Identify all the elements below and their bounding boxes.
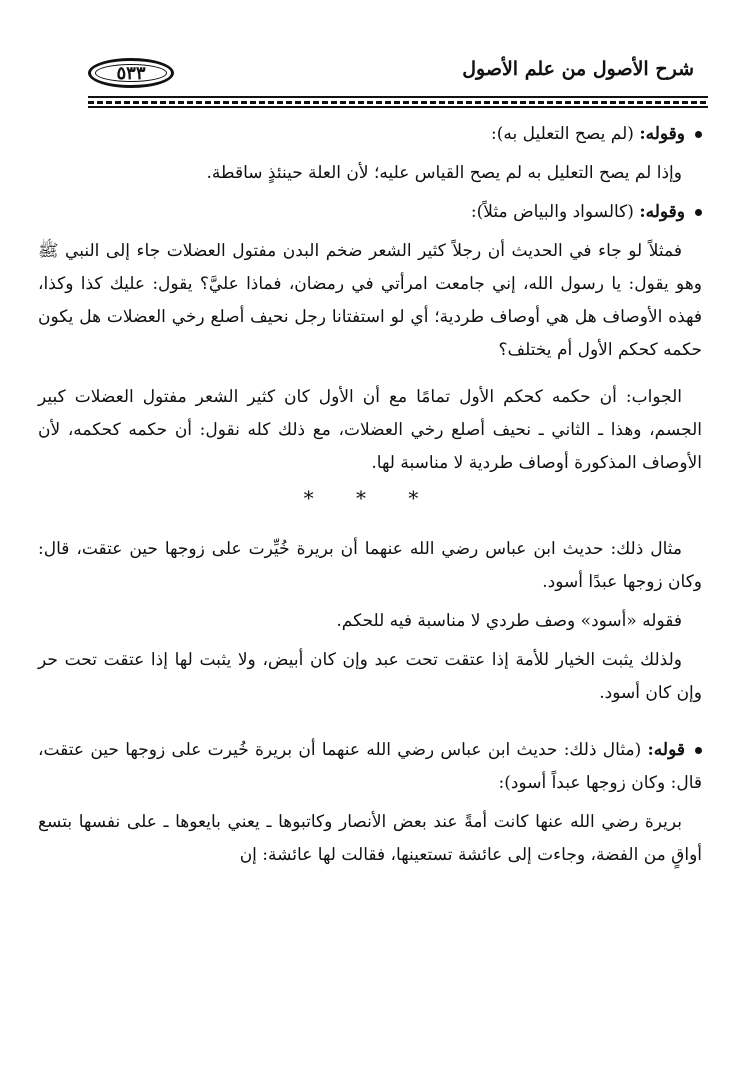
header-divider (88, 96, 708, 107)
heading-2-label: وقوله: (639, 202, 685, 222)
paragraph-1: وإذا لم يصح التعليل به لم يصح القياس عليه؛ لأن العلة حينئذٍ ساقطة. (206, 163, 682, 183)
running-header-title: شرح الأصول من علم الأصول (462, 58, 694, 80)
paragraph-4: مثال ذلك: حديث ابن عباس رضي الله عنهما أن بريرة خُيِّرت على زوجها حين عتقت، قال: وكان زوجها عبدًا أسود. (38, 539, 702, 592)
heading-1-text: (لم يصح التعليل به): (491, 124, 634, 144)
section-separator: * * * (303, 486, 437, 510)
heading-3-label: قوله: (647, 740, 685, 760)
paragraph-6: ولذلك يثبت الخيار للأمة إذا عتقت تحت عبد وإن كان أبيض، ولا يثبت لها إذا عتقت تحت حر وإن كان أسود. (38, 650, 702, 703)
paragraph-7: بريرة رضي الله عنها كانت أمةً عند بعض الأنصار وكاتبوها ـ يعني بايعوها ـ على نفسها بتسع أواقٍ من الفضة، وجاءت إلى عائشة تستعينها، فقالت لها عائشة: إن (38, 812, 702, 865)
paragraph-2: فمثلاً لو جاء في الحديث أن رجلاً كثير الشعر ضخم البدن مفتول العضلات جاء إلى النبي ﷺ وهو يقول: يا رسول الله، إني جامعت امرأتي في رمضان، فماذا عليَّ؟ يقول: عليك كذا وكذا، فهذه الأوصاف هل هي أوصاف طردية؛ أي لو استفتانا رجل نحيف أصلع رخي العضلات هل يكون حكمه كحكم الأول أم يختلف؟ (38, 241, 702, 360)
heading-2 (38, 196, 702, 229)
page-number-badge (88, 58, 174, 88)
heading-3 (38, 734, 702, 800)
bullet-icon (695, 209, 702, 216)
paragraph-3: الجواب: أن حكمه كحكم الأول تمامًا مع أن الأول كان كثير الشعر مفتول العضلات كبير الجسم، وهذا ـ الثاني ـ نحيف أصلع رخي العضلات، مع ذلك كله نقول: أن حكمه كحكمه، لأن الأوصاف المذكورة أوصاف طردية لا مناسبة لها. (38, 387, 702, 473)
bullet-icon (695, 747, 702, 754)
page-number: ٥٣٣ (116, 62, 146, 84)
heading-1-label: وقوله: (639, 124, 685, 144)
page-body (38, 118, 702, 872)
paragraph-5: فقوله «أسود» وصف طردي لا مناسبة فيه للحكم. (336, 611, 682, 631)
heading-2-text: (كالسواد والبياض مثلاً): (470, 202, 634, 222)
heading-3-text: (مثال ذلك: حديث ابن عباس رضي الله عنهما أن بريرة خُيرت على زوجها حين عتقت، قال: وكان زوجها عبداً أسود): (38, 740, 702, 793)
bullet-icon (695, 131, 702, 138)
heading-1 (38, 118, 702, 151)
